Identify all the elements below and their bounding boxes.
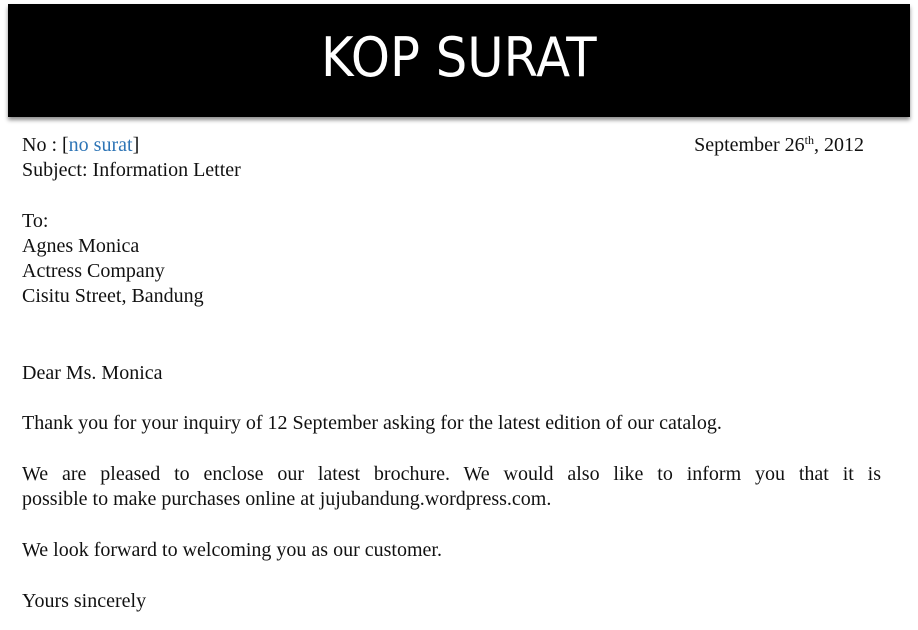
reference-number-link[interactable]: no surat	[68, 134, 133, 156]
recipient-name: Agnes Monica	[22, 235, 140, 257]
letter-date	[694, 133, 864, 158]
salutation: Dear Ms. Monica	[22, 362, 163, 384]
recipient-address: Cisitu Street, Bandung	[22, 285, 204, 307]
body-paragraph-1: Thank you for your inquiry of 12 September asking for the latest edition of our catalog.	[22, 412, 722, 434]
date-year: , 2012	[814, 134, 864, 156]
subject-line: Subject: Information Letter	[22, 159, 241, 181]
recipient-to-label: To:	[22, 210, 49, 232]
letterhead-banner	[8, 4, 910, 117]
body-paragraph-2-line-1: We are pleased to enclose our latest brochure. We would also like to inform you that it is	[22, 463, 881, 485]
reference-close-bracket: ]	[132, 134, 140, 156]
recipient-company: Actress Company	[22, 260, 165, 282]
reference-number-line	[22, 133, 139, 158]
body-paragraph-2	[22, 462, 881, 512]
letterhead-title: KOP SURAT	[321, 25, 597, 89]
body-paragraph-2-line-2: possible to make purchases online at jujubandung.wordpress.com.	[22, 488, 552, 510]
closing: Yours sincerely	[22, 590, 147, 612]
date-suffix: th	[804, 133, 814, 147]
body-paragraph-3: We look forward to welcoming you as our customer.	[22, 539, 442, 561]
reference-label: No : [	[22, 134, 69, 156]
date-month-day: September 26	[694, 134, 805, 156]
